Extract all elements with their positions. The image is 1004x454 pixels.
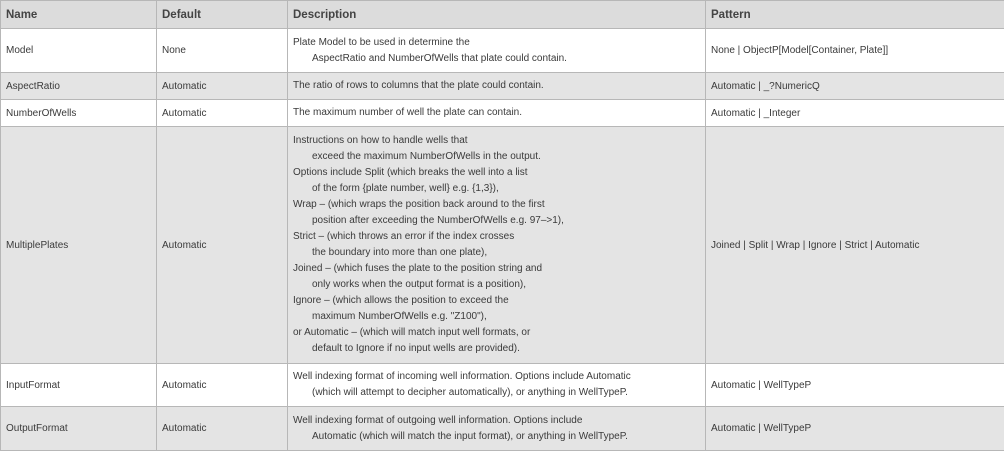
option-default: Automatic: [157, 127, 288, 364]
option-name: Model: [1, 29, 157, 73]
option-pattern: Automatic | _Integer: [706, 100, 1004, 127]
header-description: Description: [288, 1, 706, 29]
option-name: AspectRatio: [1, 73, 157, 100]
option-description: [288, 29, 706, 73]
option-pattern: Automatic | WellTypeP: [706, 407, 1004, 451]
option-name: NumberOfWells: [1, 100, 157, 127]
option-description: [288, 127, 706, 364]
option-pattern: None | ObjectP[Model[Container, Plate]]: [706, 29, 1004, 73]
description-line: AspectRatio and NumberOfWells that plate could contain.: [312, 52, 567, 64]
option-pattern: Automatic | _?NumericQ: [706, 73, 1004, 100]
option-default: Automatic: [157, 407, 288, 451]
description-line: Ignore – (which allows the position to exceed the: [293, 295, 509, 306]
table-row: [1, 364, 1004, 407]
description-line: of the form {plate number, well} e.g. {1,3}),: [312, 183, 499, 194]
table-row: [1, 73, 1004, 100]
option-default: Automatic: [157, 73, 288, 100]
option-pattern: Automatic | WellTypeP: [706, 364, 1004, 407]
description-line: Options include Split (which breaks the well into a list: [293, 167, 528, 178]
table-row: [1, 407, 1004, 451]
option-default: Automatic: [157, 364, 288, 407]
description-line: exceed the maximum NumberOfWells in the output.: [312, 151, 541, 162]
description-line: or Automatic – (which will match input well formats, or: [293, 327, 531, 338]
header-pattern: Pattern: [706, 1, 1004, 29]
description-line: position after exceeding the NumberOfWells e.g. 97–>1),: [312, 215, 564, 226]
description-line: the boundary into more than one plate),: [312, 247, 488, 258]
option-description: [288, 73, 706, 100]
option-name: InputFormat: [1, 364, 157, 407]
table-row: [1, 127, 1004, 364]
header-name: Name: [1, 1, 157, 29]
option-default: None: [157, 29, 288, 73]
option-description: [288, 407, 706, 451]
description-line: Automatic (which will match the input format), or anything in WellTypeP.: [312, 430, 628, 442]
description-line: Plate Model to be used in determine the: [293, 36, 470, 48]
description-line: default to Ignore if no input wells are provided).: [312, 343, 520, 354]
description-line: maximum NumberOfWells e.g. "Z100"),: [312, 311, 487, 322]
description-line: The ratio of rows to columns that the plate could contain.: [293, 80, 544, 91]
option-pattern: Joined | Split | Wrap | Ignore | Strict | Automatic: [706, 127, 1004, 364]
header-row: [1, 1, 1004, 29]
option-default: Automatic: [157, 100, 288, 127]
description-line: (which will attempt to decipher automatically), or anything in WellTypeP.: [312, 387, 628, 398]
header-default: Default: [157, 1, 288, 29]
description-line: only works when the output format is a position),: [312, 279, 526, 290]
option-description: [288, 100, 706, 127]
description-line: Instructions on how to handle wells that: [293, 135, 468, 146]
description-line: Well indexing format of incoming well information. Options include Automatic: [293, 371, 631, 382]
table-row: [1, 29, 1004, 73]
option-name: MultiplePlates: [1, 127, 157, 364]
option-name: OutputFormat: [1, 407, 157, 451]
description-line: The maximum number of well the plate can contain.: [293, 107, 522, 118]
description-line: Strict – (which throws an error if the index crosses: [293, 231, 515, 242]
table-row: [1, 100, 1004, 127]
description-line: Joined – (which fuses the plate to the position string and: [293, 263, 543, 274]
description-line: Wrap – (which wraps the position back around to the first: [293, 199, 545, 210]
description-line: Well indexing format of outgoing well information. Options include: [293, 414, 583, 426]
option-description: [288, 364, 706, 407]
